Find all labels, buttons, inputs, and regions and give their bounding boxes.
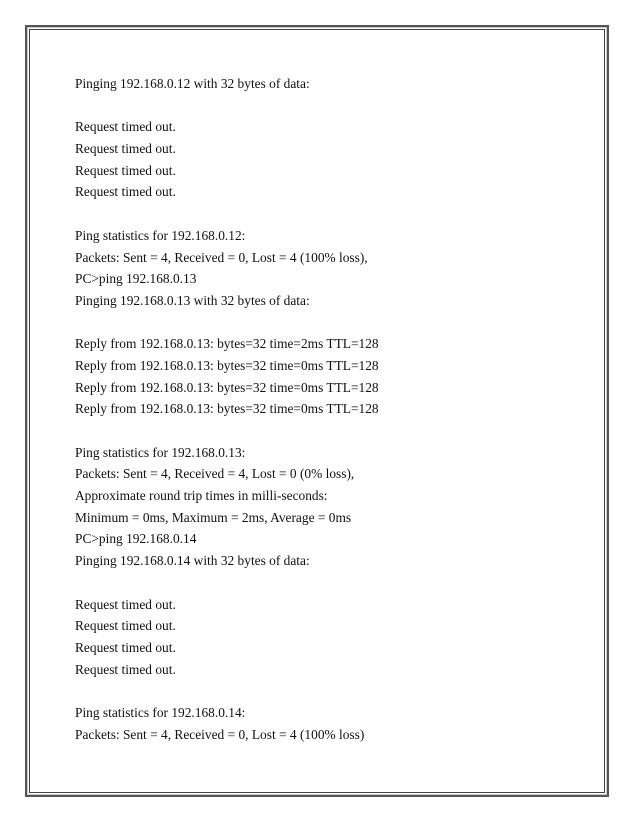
text-line: Pinging 192.168.0.13 with 32 bytes of data: [75, 292, 310, 308]
text-line: Minimum = 0ms, Maximum = 2ms, Average = 0ms [75, 509, 352, 525]
text-line: Reply from 192.168.0.13: bytes=32 time=0ms TTL=128 [75, 379, 379, 395]
blank-line [75, 203, 379, 225]
text-line: Reply from 192.168.0.13: bytes=32 time=0ms TTL=128 [75, 357, 379, 373]
text-line: Ping statistics for 192.168.0.14: [75, 704, 246, 720]
text-line: Request timed out. [75, 661, 176, 677]
text-line: Request timed out. [75, 618, 176, 634]
text-line: Request timed out. [75, 162, 176, 178]
text-line: Request timed out. [75, 119, 176, 135]
text-line: Packets: Sent = 4, Received = 0, Lost = 4 (100% loss) [75, 726, 365, 742]
text-line: Pinging 192.168.0.14 with 32 bytes of data: [75, 553, 310, 569]
text-line: Packets: Sent = 4, Received = 0, Lost = 4 (100% loss), [75, 249, 368, 265]
text-line: PC>ping 192.168.0.14 [75, 531, 197, 547]
text-line: Pinging 192.168.0.12 with 32 bytes of data: [75, 76, 310, 91]
text-line: Ping statistics for 192.168.0.13: [75, 444, 246, 460]
blank-line [75, 312, 379, 334]
text-line: Request timed out. [75, 184, 176, 200]
blank-line [75, 572, 379, 594]
text-line: Ping statistics for 192.168.0.12: [75, 227, 246, 243]
text-line: Approximate round trip times in milli-seconds: [75, 488, 328, 504]
blank-line [75, 420, 379, 442]
text-line: Reply from 192.168.0.13: bytes=32 time=2ms TTL=128 [75, 336, 379, 352]
ping-output-text [75, 73, 379, 745]
blank-line [75, 95, 379, 117]
text-line: Request timed out. [75, 596, 176, 612]
text-line: Reply from 192.168.0.13: bytes=32 time=0ms TTL=128 [75, 401, 379, 417]
text-line: Packets: Sent = 4, Received = 4, Lost = 0 (0% loss), [75, 466, 355, 482]
text-line: Request timed out. [75, 639, 176, 655]
text-line: PC>ping 192.168.0.13 [75, 271, 197, 287]
blank-line [75, 680, 379, 702]
text-line: Request timed out. [75, 141, 176, 157]
